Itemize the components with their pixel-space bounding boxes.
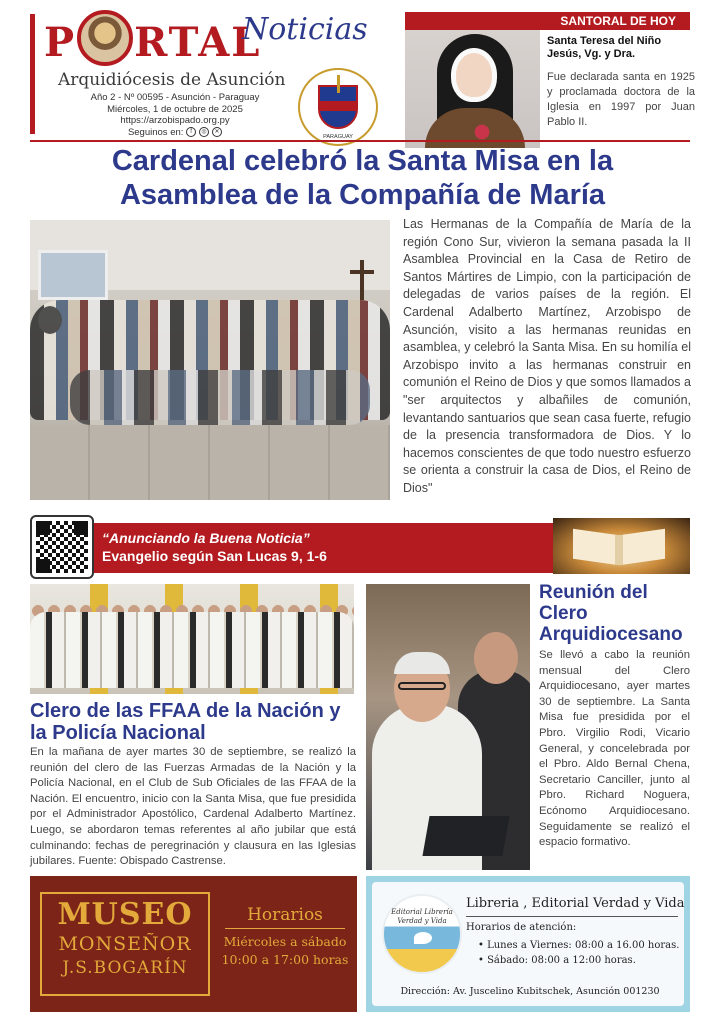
seal-shield [318,85,358,129]
libreria-card [372,882,684,1006]
x-icon[interactable]: ✕ [212,127,222,137]
date-line: Miércoles, 1 de octubre de 2025 [107,103,243,115]
libreria-logo-line-1: Editorial Librería [391,908,453,916]
qr-code-pattern [36,521,88,573]
facebook-icon[interactable]: f [186,127,196,137]
issue-line: Año 2 - Nº 00595 - Asunción - Paraguay [90,92,260,103]
photo-priests [30,612,354,688]
museo-ad[interactable] [30,876,357,1012]
libreria-logo-line-2: Verdad y Vida [397,917,447,925]
santoral-heading: SANTORAL DE HOY [405,12,690,30]
photo-front-row [70,370,370,425]
laptop-icon [422,816,509,856]
gospel-quote: “Anunciando la Buena Noticia” [102,530,310,546]
photo-head-right [474,632,518,684]
libreria-logo-icon [382,894,462,974]
libreria-hours-saturday: • Sábado: 08:00 a 12:00 horas. [478,953,679,968]
museo-hours: 10:00 a 17:00 horas [221,952,349,967]
santoral-box [405,10,695,140]
social-row [60,127,290,139]
social-icons [186,127,222,137]
museo-divider [225,928,345,929]
libreria-hours-heading: Horarios de atención: [466,922,577,933]
libreria-hours-list [478,938,679,968]
follow-label: Seguinos en: [127,126,184,138]
virgin-medallion-icon [77,10,133,66]
main-article-body: Las Hermanas de la Compañía de María de la región Cono Sur, vivieron la semana pasada la II Asamblea Provincial en la Casa de Retiro de Santos Mártires de Limpio, con la participación de delegadas de varios países de la región. El Cardenal Adalberto Martínez, Arzobispo de Asunción, visito a las hermanas reunidas en asamblea, y celebró la Santa Misa. En su homilía el Arzobispo invito a las hermanas construir en comunión el Reino de Dios y que somos llamados a "ser arquitectos y albañiles de comunión, levantando santuarios que sean casa fuerte, refugio de la presencia transformadora de Dios. Y lo hacemos conscientes de que todo nuestro esfuerzo se orienta a construir la casa de Dios, el Reino de Dios" [403,217,691,495]
photo-hair [394,652,450,674]
open-bible-image [553,518,690,574]
clergy-article-body: Se llevó a cabo la reunión mensual del Clero Arquidiocesano, ayer martes 30 de septiembre. La Santa Misa fue presidida por el Pbro. Virgilio Rodi, Vicario General, y concelebrada por el Pbro. Aldo Bernal Chena, Secretario Canciller, junto al Pbro. Richard Noguera, Ecónomo Arquidiocesano. Seguidamente se realizó el espacio formativo. [539,649,690,849]
brand-script-noticias: Noticias [242,12,368,47]
seal-text: PARAGUAY [323,134,353,140]
museo-name-frame [40,892,210,996]
brand-logo [44,10,261,71]
ffaa-article-title: Clero de las FFAA de la Nación y la Policía Nacional [30,700,341,744]
clergy-meeting-photo [366,584,530,870]
museo-days: Miércoles a sábado [223,934,347,949]
crucifix-icon [360,260,364,300]
saint-name: Santa Teresa del Niño Jesús, Vg. y Dra. [547,35,662,60]
saint-roses [467,122,497,142]
museo-line-2: MONSEÑOR [58,933,192,955]
brand-letter-p: P [44,19,77,66]
museo-line-3: J.S.BOGARÍN [62,958,188,978]
issue-meta [60,92,290,138]
museo-hours-heading: Horarios [247,905,323,925]
glasses-icon [398,682,446,690]
ffaa-article-body: En la mañana de ayer martes 30 de septiembre, se realizó la reunión del clero de las Fuerzas Armadas de la Nación y la Policía Nacional, en el Club de Sub Oficiales de las FFAA de la Nación. El encuentro, inicio con la Santa Misa, que fue presidida por el Administrador Apostólico, Cardenal Adalberto Martínez. Luego, se abordaron temas referentes al año jubilar que está culminando: fechas de peregrinación y clausura en las Iglesias jubilares. Fuente: Obispado Castrense. [30,746,356,868]
saint-image [405,30,540,148]
saint-face [451,48,497,102]
saint-description: Fue declarada santa en 1925 y proclamada doctora de la Iglesia en 1997 por Juan Pablo II. [547,71,695,128]
museo-hours-block [216,904,354,969]
main-headline: Cardenal celebró la Santa Misa en la Asamblea de la Compañía de María [111,145,614,211]
qr-code-icon[interactable] [30,515,94,579]
main-article-photo [30,220,390,500]
archdiocese-name: Arquidiócesis de Asunción [58,70,286,90]
masthead [30,10,400,140]
libreria-address: Dirección: Av. Juscelino Kubitschek, Asunción 001230 [400,986,660,997]
libreria-logo-text [384,908,460,926]
libreria-ad[interactable] [366,876,690,1012]
museo-line-1: MUSEO [57,897,193,932]
ffaa-clergy-photo [30,584,354,694]
instagram-icon[interactable]: ◎ [199,127,209,137]
libreria-divider [466,916,678,917]
website-link[interactable]: https://arzobispado.org.py [120,115,230,126]
photo-window [38,250,108,300]
archdiocese-seal-icon [298,68,378,146]
gospel-banner-text[interactable] [102,529,542,565]
clergy-article-title: Reunión del Clero Arquidiocesano [539,582,683,645]
gospel-reference: Evangelio según San Lucas 9, 1-6 [102,548,327,564]
header-divider [30,140,690,142]
masthead-accent-bar [30,14,35,134]
libreria-hours-weekdays: • Lunes a Viernes: 08:00 a 16.00 horas. [478,938,679,953]
photo-floor [30,425,390,500]
dove-icon [414,932,432,944]
libreria-title: Libreria , Editorial Verdad y Vida [466,896,685,911]
brand-letters-rtal: RTAL [134,19,262,66]
